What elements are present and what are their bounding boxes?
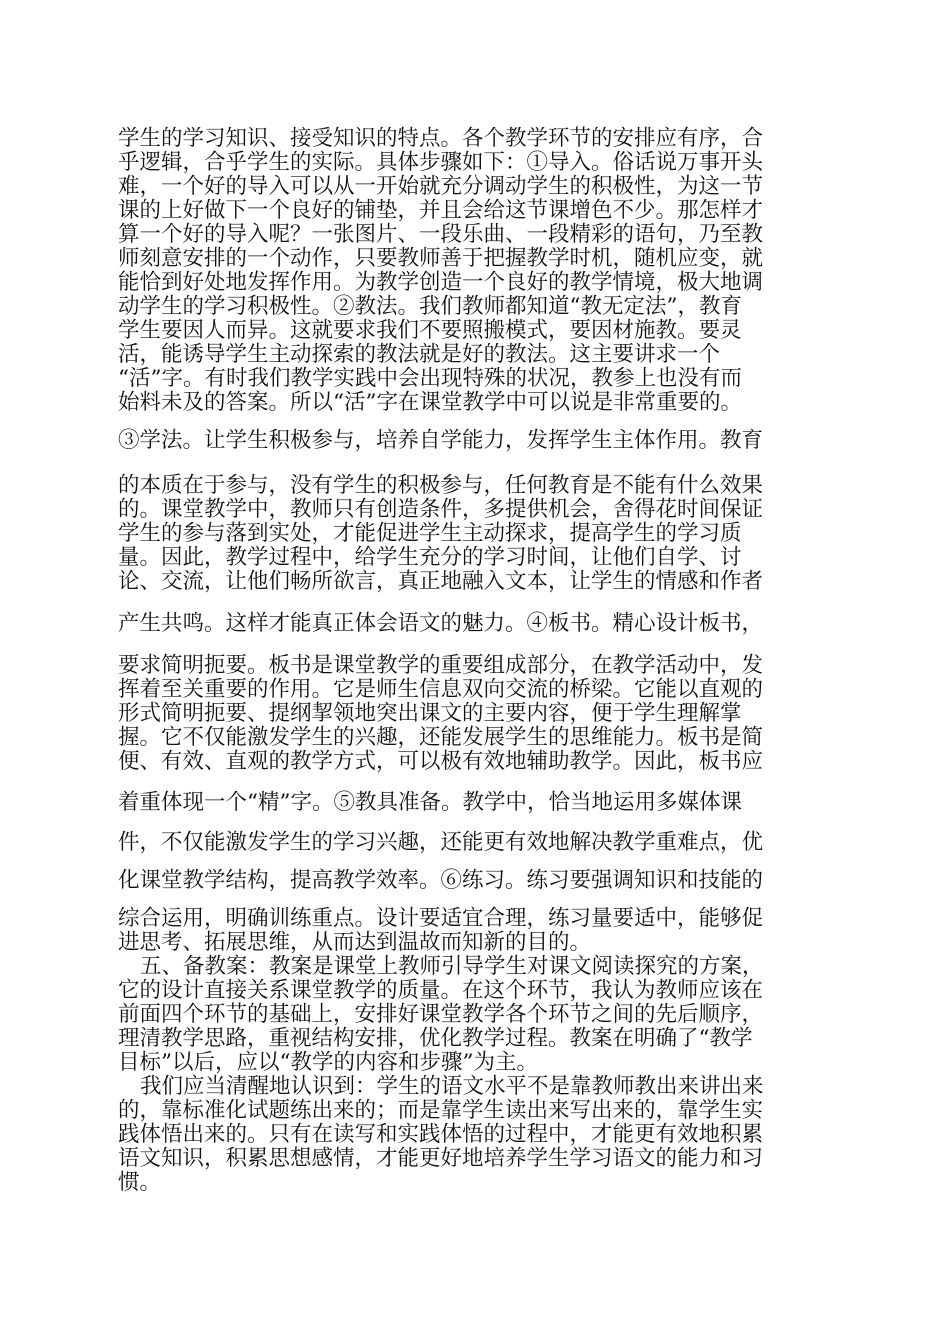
text-line [0,391,950,415]
text-line-content: 算一个好的导入呢？一张图片、一段乐曲、一段精彩的语句，乃至教 [118,222,764,247]
text-line [0,1051,950,1075]
text-line [0,223,950,247]
text-line [0,271,950,295]
text-line [0,931,950,955]
text-line [0,319,950,343]
text-line-content: 着重体现一个“精”字。⑤教具准备。教学中，恰当地运用多媒体课 [118,790,742,815]
text-line-content: 的，靠标准化试题练出来的；而是靠学生读出来写出来的，靠学生实 [118,1098,764,1123]
text-line-content: 理清教学思路，重视结构安排，优化教学过程。教案在明确了“教学 [118,1026,753,1051]
text-line-content: 活，能诱导学生主动探索的教法就是好的教法。这主要讲求一个 [118,342,721,367]
text-line-content: 产生共鸣。这样才能真正体会语文的魅力。④板书。精心设计板书， [118,611,764,636]
text-line-content: 能恰到好处地发挥作用。为教学创造一个良好的教学情境，极大地调 [118,270,764,295]
text-line [0,678,950,702]
text-line-content: 五、备教案：教案是课堂上教师引导学生对课文阅读探究的方案， [140,954,764,979]
text-line [0,702,950,726]
text-line-content: 论、交流，让他们畅所欲言，真正地融入文本，让学生的情感和作者 [118,569,764,594]
text-line-content: 的。课堂教学中，教师只有创造条件，多提供机会，舍得花时间保证 [118,497,764,522]
text-line-content: 践体悟出来的。只有在读写和实践体悟的过程中，才能更有效地积累 [118,1122,764,1147]
text-line-content: 惯。 [118,1170,162,1195]
text-line-content: 进思考、拓展思维，从而达到温故而知新的目的。 [118,930,592,955]
text-line [0,570,950,594]
text-line [0,1171,950,1195]
text-line-content: 语文知识，积累思想感情，才能更好地培养学生学习语文的能力和习 [118,1146,764,1171]
text-line [0,791,950,815]
text-line [0,750,950,774]
text-line [0,654,950,678]
text-line [0,1123,950,1147]
text-line [0,1075,950,1099]
text-line [0,429,950,453]
text-line-content: 我们应当清醒地认识到：学生的语文水平不是靠教师教出来讲出来 [140,1074,764,1099]
text-line [0,869,950,893]
text-line-content: 课的上好做下一个良好的铺垫，并且会给这节课增色不少。那怎样才 [118,198,764,223]
text-line-content: 握。它不仅能激发学生的兴趣，还能发展学生的思维能力。板书是简 [118,725,764,750]
text-line-content: 它的设计直接关系课堂教学的质量。在这个环节，我认为教师应该在 [118,978,764,1003]
text-line [0,955,950,979]
text-line [0,1099,950,1123]
text-line [0,367,950,391]
text-line-content: 始料未及的答案。所以“活”字在课堂教学中可以说是非常重要的。 [118,390,742,415]
text-line [0,522,950,546]
text-line [0,295,950,319]
text-line-content: 要求简明扼要。板书是课堂教学的重要组成部分，在教学活动中，发 [118,653,764,678]
text-line-content: ③学法。让学生积极参与，培养自学能力，发挥学生主体作用。教育 [118,428,764,453]
text-line [0,831,950,855]
text-line [0,474,950,498]
text-line [0,612,950,636]
text-line [0,979,950,1003]
text-line-content: 乎逻辑，合乎学生的实际。具体步骤如下：①导入。俗话说万事开头 [118,150,764,175]
text-line [0,199,950,223]
text-line [0,1147,950,1171]
text-line [0,127,950,151]
text-line-content: 件，不仅能激发学生的学习兴趣，还能更有效地解决教学重难点，优 [118,830,764,855]
text-line [0,726,950,750]
text-line-content: 量。因此，教学过程中，给学生充分的学习时间，让他们自学、讨 [118,545,742,570]
text-line [0,175,950,199]
text-line [0,247,950,271]
text-line-content: 化课堂教学结构，提高教学效率。⑥练习。练习要强调知识和技能的 [118,868,764,893]
text-line-content: 的本质在于参与，没有学生的积极参与，任何教育是不能有什么效果 [118,473,764,498]
text-line-content: 难，一个好的导入可以从一开始就充分调动学生的积极性，为这一节 [118,174,764,199]
text-line-content: 挥着至关重要的作用。它是师生信息双向交流的桥梁。它能以直观的 [118,677,764,702]
text-line [0,907,950,931]
text-line-content: 形式简明扼要、提纲挈领地突出课文的主要内容，便于学生理解掌 [118,701,742,726]
text-line-content: 前面四个环节的基础上，安排好课堂教学各个环节之间的先后顺序， [118,1002,764,1027]
text-line [0,151,950,175]
text-line-content: 目标”以后，应以“教学的内容和步骤”为主。 [118,1050,538,1075]
text-line [0,343,950,367]
text-line [0,1003,950,1027]
text-line-content: 学生的学习知识、接受知识的特点。各个教学环节的安排应有序，合 [118,126,764,151]
text-line-content: 师刻意安排的一个动作，只要教师善于把握教学时机，随机应变，就 [118,246,764,271]
text-line [0,498,950,522]
text-line-content: 综合运用，明确训练重点。设计要适宜合理，练习量要适中，能够促 [118,906,764,931]
text-line-content: 学生要因人而异。这就要求我们不要照搬模式，要因材施教。要灵 [118,318,742,343]
text-line [0,546,950,570]
text-line-content: “活”字。有时我们教学实践中会出现特殊的状况，教参上也没有而 [118,366,742,391]
text-line-content: 学生的参与落到实处，才能促进学生主动探求，提高学生的学习质 [118,521,742,546]
text-line-content: 便、有效、直观的教学方式，可以极有效地辅助教学。因此，板书应 [118,749,764,774]
text-line [0,1027,950,1051]
text-line-content: 动学生的学习积极性。②教法。我们教师都知道“教无定法”，教育 [118,294,742,319]
